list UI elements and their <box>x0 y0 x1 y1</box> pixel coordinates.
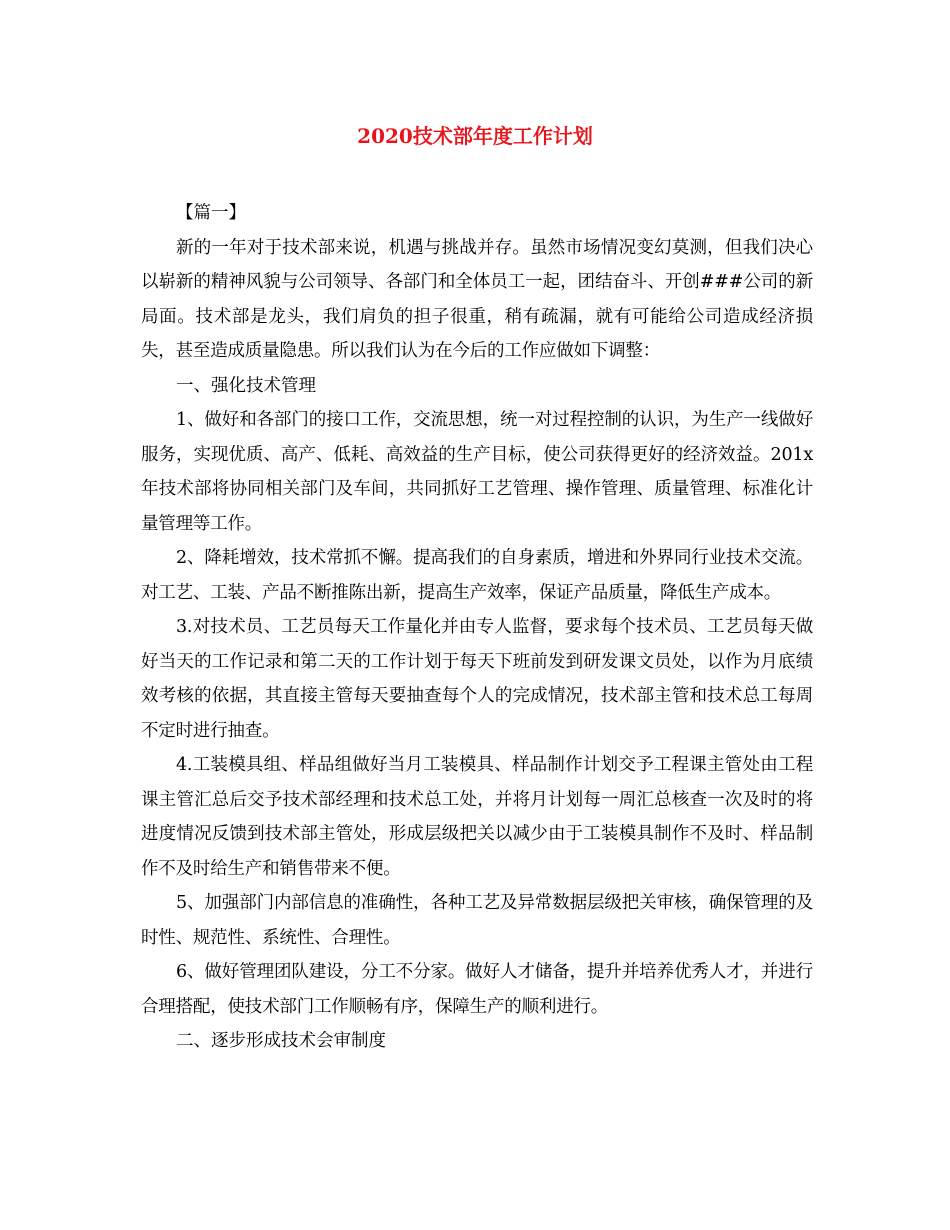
document-body <box>141 196 813 1059</box>
section-heading-technical-management: 一、强化技术管理 <box>176 375 316 396</box>
list-item-1: 1、做好和各部门的接口工作，交流思想，统一对过程控制的认识，为生产一线做好服务，实现优质、高产、低耗、高效益的生产目标，使公司获得更好的经济效益。201x年技术部将协同相关部门及车间，共同抓好工艺管理、操作管理、质量管理、标准化计量管理等工作。 <box>141 410 813 534</box>
list-item-2: 2、降耗增效，技术常抓不懈。提高我们的自身素质，增进和外界同行业技术交流。对工艺、工装、产品不断推陈出新，提高生产效率，保证产品质量，降低生产成本。 <box>141 548 813 603</box>
list-item-4: 4.工装模具组、样品组做好当月工装模具、样品制作计划交予工程课主管处由工程课主管汇总后交予技术部经理和技术总工处，并将月计划每一周汇总核查一次及时的将进度情况反馈到技术部主管处，形成层级把关以减少由于工装模具制作不及时、样品制作不及时给生产和销售带来不便。 <box>141 755 813 879</box>
section-heading-part-one: 【篇一】 <box>176 203 246 223</box>
list-item-5: 5、加强部门内部信息的准确性，各种工艺及异常数据层级把关审核，确保管理的及时性、规范性、系统性、合理性。 <box>141 893 813 948</box>
section-heading-review-system: 二、逐步形成技术会审制度 <box>176 1031 386 1051</box>
intro-paragraph: 新的一年对于技术部来说，机遇与挑战并存。虽然市场情况变幻莫测，但我们决心以崭新的精神风貌与公司领导、各部门和全体员工一起，团结奋斗、开创###公司的新局面。技术部是龙头，我们肩负的担子很重，稍有疏漏，就有可能给公司造成经济损失，甚至造成质量隐患。所以我们认为在今后的工作应做如下调整： <box>141 237 813 361</box>
list-item-6: 6、做好管理团队建设，分工不分家。做好人才储备，提升并培养优秀人才，并进行合理搭配，使技术部门工作顺畅有序，保障生产的顺利进行。 <box>141 962 813 1017</box>
document-title: 2020技术部年度工作计划 <box>357 124 593 148</box>
list-item-3: 3.对技术员、工艺员每天工作量化并由专人监督，要求每个技术员、工艺员每天做好当天的工作记录和第二天的工作计划于每天下班前发到研发课文员处，以作为月底绩效考核的依据，其直接主管每天要抽查每个人的完成情况，技术部主管和技术总工每周不定时进行抽查。 <box>141 617 813 741</box>
